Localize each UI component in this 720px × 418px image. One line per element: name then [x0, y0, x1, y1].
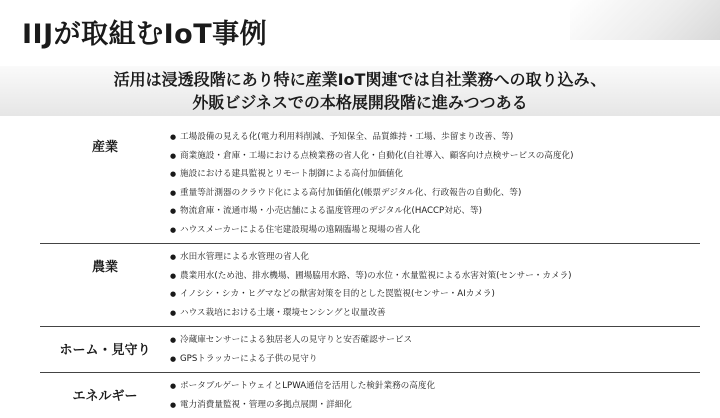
item-text: ハウスメーカーによる住宅建設現場の遠隔臨場と現場の省人化: [180, 224, 421, 235]
list-item: [170, 202, 700, 221]
section-title: エネルギー: [72, 389, 138, 404]
section-title: 農業: [91, 260, 118, 275]
bullet-icon: ●: [170, 253, 177, 261]
bullet-icon: ●: [170, 400, 177, 409]
list-item: [170, 304, 700, 323]
list-item: [170, 165, 700, 184]
bullet-icon: ●: [170, 336, 177, 344]
corner-decoration: [570, 0, 720, 40]
list-item: [170, 128, 700, 147]
item-text: ハウス栽培における土壌・環境センシングと収量改善: [180, 307, 386, 318]
item-text: イノシシ・シカ・ヒグマなどの獣害対策を目的とした罠監視(センサー・AIカメラ): [180, 289, 495, 299]
section-row: [40, 373, 700, 418]
item-text: 商業施設・倉庫・工場における点検業務の省人化・自動化(自社導入、顧客向け点検サービスの高度化): [180, 150, 574, 161]
bullet-icon: ●: [170, 308, 177, 317]
item-text: 物流倉庫・流通市場・小売店舗による温度管理のデジタル化(HACCP対応、等): [180, 206, 482, 216]
bullet-icon: ●: [170, 188, 177, 197]
item-text: ポータブルゲートウェイとLPWA通信を活用した検針業務の高度化: [180, 381, 436, 391]
bullet-icon: ●: [170, 354, 177, 363]
list-item: [170, 285, 700, 304]
item-text: 農業用水(ため池、排水機場、圃場脇用水路、等)の水位・水量監視による水害対策(センサー・カメラ): [180, 270, 572, 281]
list-item: [170, 267, 700, 286]
banner-line-1: 活用は浸透段階にあり特に産業IoT関連では自社業務への取り込み、: [113, 70, 607, 89]
list-item: [170, 377, 700, 396]
section-item-list: [170, 248, 700, 322]
section-item-list: [170, 331, 700, 368]
bullet-icon: ●: [170, 151, 177, 160]
bullet-icon: ●: [170, 170, 177, 178]
item-text: 冷蔵庫センサーによる独居老人の見守りと安否確認サービス: [180, 335, 413, 345]
bullet-icon: ●: [170, 133, 177, 141]
section-title: 産業: [91, 140, 118, 155]
list-item: [170, 221, 700, 240]
section-item-list: [170, 377, 700, 414]
list-item: [170, 184, 700, 203]
section-item-list: [170, 128, 700, 239]
bullet-icon: ●: [170, 207, 177, 215]
list-item: [170, 350, 700, 369]
list-item: [170, 248, 700, 267]
item-text: 重量等計測器のクラウド化による高付加価値化(帳票デジタル化、行政報告の自動化、等): [180, 187, 522, 198]
case-sections: [40, 124, 700, 418]
summary-banner: [0, 66, 720, 116]
bullet-icon: ●: [170, 271, 177, 280]
item-text: 電力消費量監視・管理の多拠点展開・詳細化: [180, 399, 352, 410]
item-text: GPSトラッカーによる子供の見守り: [180, 353, 318, 364]
section-row: [40, 327, 700, 373]
bullet-icon: ●: [170, 290, 177, 298]
bullet-icon: ●: [170, 225, 177, 234]
item-text: 施設における建具監視とリモート制御による高付加価値化: [180, 169, 404, 179]
list-item: [170, 147, 700, 166]
list-item: [170, 331, 700, 350]
slide-title: IIJが取組むIoT事例: [22, 19, 268, 50]
banner-line-2: 外販ビジネスでの本格展開段階に進みつつある: [192, 93, 528, 112]
item-text: 工場設備の見える化(電力利用料削減、予知保全、品質維持・工場、歩留まり改善、等): [180, 132, 514, 142]
section-row: [40, 244, 700, 327]
bullet-icon: ●: [170, 382, 177, 390]
item-text: 水田水管理による水管理の省人化: [180, 252, 309, 262]
section-title: ホーム・見守り: [59, 343, 151, 358]
section-row: [40, 124, 700, 244]
